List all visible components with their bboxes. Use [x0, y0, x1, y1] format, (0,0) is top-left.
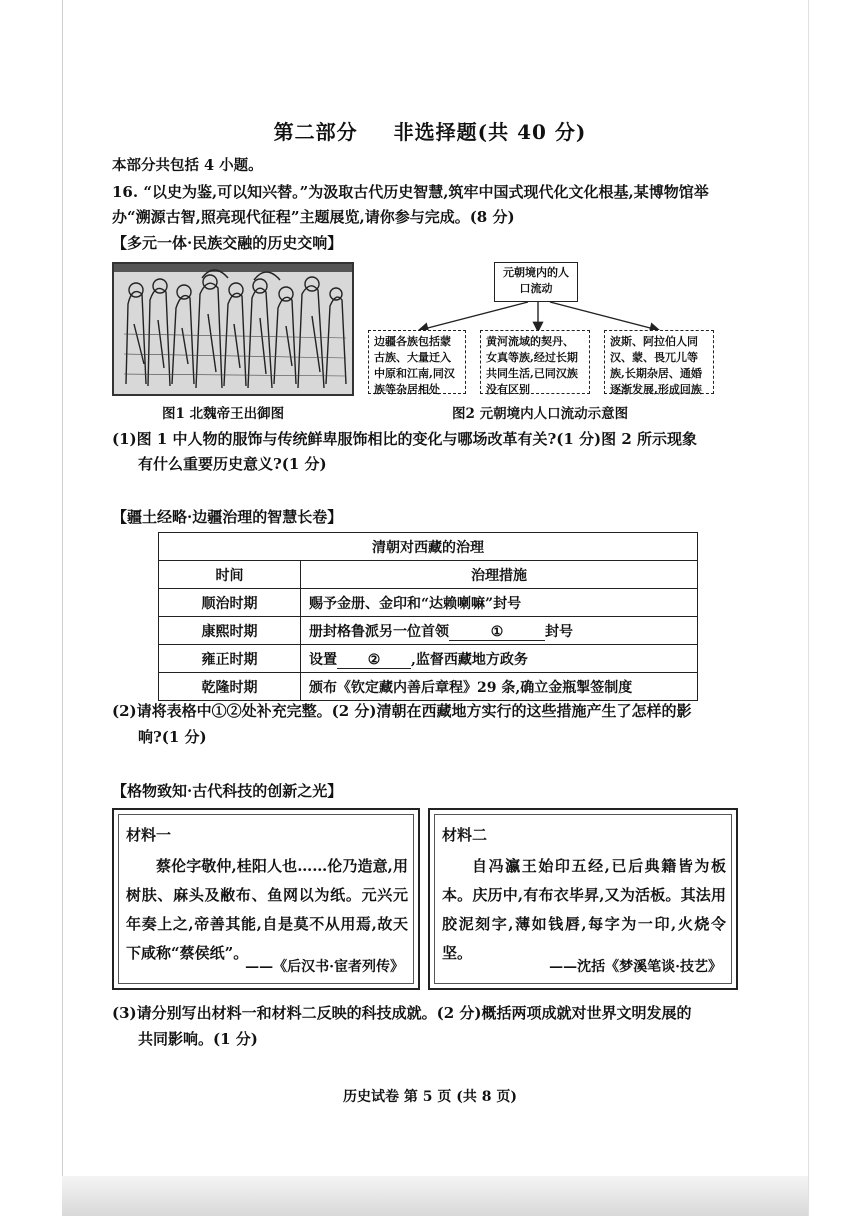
row-measure: 赐予金册、金印和“达赖喇嘛”封号 [301, 589, 698, 617]
material-1-label: 材料一 [126, 826, 172, 844]
material-2-label: 材料二 [442, 826, 488, 844]
material-2-text: 自冯瀛王始印五经,已后典籍皆为板本。庆历中,有布衣毕昇,又为活板。其法用胶泥刻字,薄如钱唇,每字为一印,火烧令坚。 [442, 857, 726, 962]
material-1-box [112, 808, 420, 990]
page-left-edge [62, 0, 63, 1216]
column-header-time: 时间 [159, 561, 301, 589]
table-row [159, 617, 698, 645]
table-row [159, 645, 698, 673]
page-footer: 历史试卷 第 5 页 (共 8 页) [343, 1089, 517, 1105]
material-2-box [428, 808, 738, 990]
flow-middle-box: 黄河流域的契丹、女真等族,经过长期共同生活,已同汉族没有区别 [480, 330, 590, 394]
table-row [159, 589, 698, 617]
row-measure: 颁布《钦定藏内善后章程》29 条,确立金瓶掣签制度 [301, 673, 698, 701]
title-part: 第二部分 [273, 120, 358, 144]
row-time: 雍正时期 [159, 645, 301, 673]
flow-right-box: 波斯、阿拉伯人同汉、蒙、畏兀儿等族,长期杂居、通婚逐渐发展,形成回族 [604, 330, 714, 394]
question-1-line1: (1)图 1 中人物的服饰与传统鲜卑服饰相比的变化与哪场改革有关?(1 分)图 2 所示现象 [112, 430, 698, 448]
table-title: 清朝对西藏的治理 [159, 533, 698, 561]
flow-top-box: 元朝境内的人口流动 [494, 262, 578, 302]
material-1-text: 蔡伦字敬仲,桂阳人也……伦乃造意,用树肤、麻头及敝布、鱼网以为纸。元兴元年奏上之,帝善其能,自是莫不从用焉,故天下咸称“蔡侯纸”。 [126, 857, 408, 962]
measure-text: ,监督西藏地方政务 [411, 651, 528, 668]
section3-heading: 【格物致知·古代科技的创新之光】 [112, 782, 343, 800]
row-time: 乾隆时期 [159, 673, 301, 701]
question-16-line2: 办“溯源古智,照亮现代征程”主题展览,请你参与完成。(8 分) [112, 208, 515, 226]
measure-text: 封号 [545, 623, 573, 640]
page-title [0, 116, 860, 145]
table-row [159, 673, 698, 701]
row-measure [301, 617, 698, 645]
part-intro: 本部分共包括 4 小题。 [112, 157, 263, 174]
figure2-caption: 图2 元朝境内人口流动示意图 [452, 406, 629, 422]
flow-left-box: 边疆各族包括蒙古族、大量迁入中原和江南,同汉族等杂居相处 [368, 330, 466, 394]
question-2-line2: 响?(1 分) [138, 728, 207, 746]
material-1-source: ——《后汉书·宦者列传》 [245, 959, 404, 975]
page-bottom-shadow [62, 1176, 808, 1216]
page-right-edge [808, 0, 809, 1216]
measure-text: 设置 [309, 651, 337, 668]
section1-heading: 【多元一体·民族交融的历史交响】 [112, 234, 343, 252]
row-measure [301, 645, 698, 673]
section2-heading: 【疆土经略·边疆治理的智慧长卷】 [112, 508, 343, 526]
column-header-measure: 治理措施 [301, 561, 698, 589]
question-3-line1: (3)请分别写出材料一和材料二反映的科技成就。(2 分)概括两项成就对世界文明发展的 [112, 1004, 692, 1022]
figure1-image [112, 262, 354, 396]
blank-1: ① [449, 624, 545, 641]
row-time: 康熙时期 [159, 617, 301, 645]
figure1-caption: 图1 北魏帝王出御图 [162, 406, 285, 422]
blank-2: ② [337, 652, 411, 669]
row-time: 顺治时期 [159, 589, 301, 617]
question-16-line1: 16. “以史为鉴,可以知兴替。”为汲取古代历史智慧,筑牢中国式现代化文化根基,某博物馆举 [112, 183, 709, 201]
question-2-line1: (2)请将表格中①②处补充完整。(2 分)清朝在西藏地方实行的这些措施产生了怎样的影 [112, 702, 692, 720]
measure-text: 册封格鲁派另一位首领 [309, 623, 449, 640]
question-3-line2: 共同影响。(1 分) [138, 1030, 258, 1048]
title-main: 非选择题(共 40 分) [393, 120, 587, 144]
question-1-line2: 有什么重要历史意义?(1 分) [138, 455, 327, 473]
qing-tibet-table [158, 532, 698, 701]
material-2-source: ——沈括《梦溪笔谈·技艺》 [549, 959, 722, 975]
